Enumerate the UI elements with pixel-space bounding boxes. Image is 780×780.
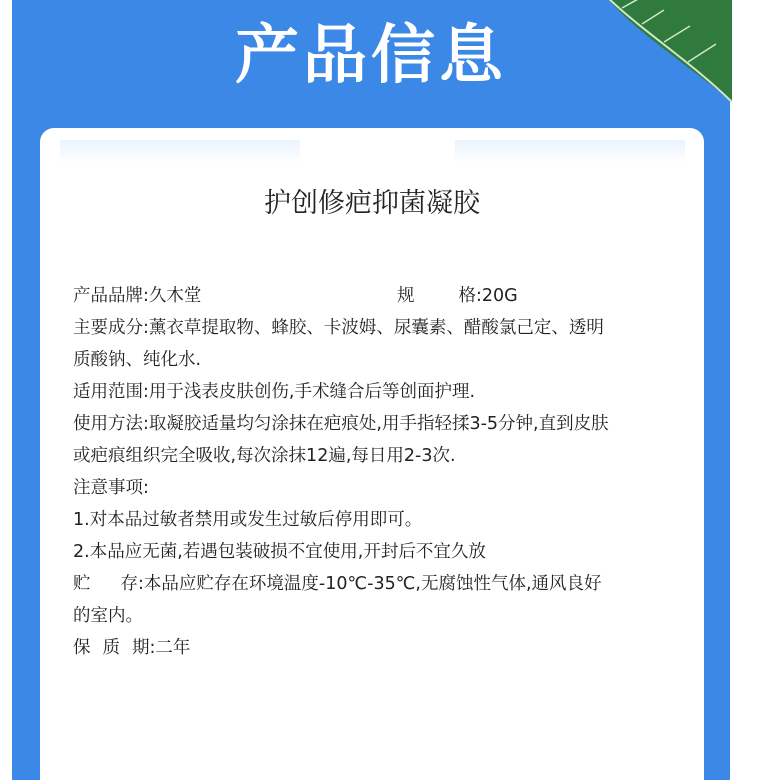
notes-title: 注意事项: [73, 478, 149, 498]
scope-line: 适用范围:用于浅表皮肤创伤,手术缝合后等创面护理. [73, 382, 476, 402]
storage-line-1 [73, 568, 693, 600]
storage-label-b: 存: [120, 574, 144, 594]
shelf-life-line [73, 632, 693, 664]
brand-value: 久木堂 [148, 286, 202, 306]
decorative-strip-right [455, 140, 685, 164]
ingredients-line-1: 主要成分:薰衣草提取物、蜂胶、卡波姆、尿囊素、醋酸氯己定、透明 [73, 318, 604, 338]
product-name: 护创修疤抑菌凝胶 [264, 188, 480, 219]
shelf-label-c: 期: [132, 638, 156, 658]
brand-row [73, 280, 693, 312]
spec-label-b: 格: [458, 286, 482, 306]
note-2: 2.本品应无菌,若遇包装破损不宜使用,开封后不宜久放 [73, 542, 486, 562]
note-1: 1.对本品过敏者禁用或发生过敏后停用即可。 [73, 510, 423, 530]
spec-field [397, 280, 518, 312]
card-tab [310, 128, 445, 163]
shelf-label-a: 保 [73, 638, 91, 658]
page-title: 产品信息 [235, 18, 507, 93]
storage-line-2: 的室内。 [73, 606, 143, 626]
shelf-value: 二年 [155, 638, 191, 658]
usage-line-1: 使用方法:取凝胶适量均匀涂抹在疤痕处,用手指轻揉3-5分钟,直到皮肤 [73, 414, 609, 434]
spec-value: 20G [481, 286, 518, 306]
storage-text: 本品应贮存在环境温度-10℃-35℃,无腐蚀性气体,通风良好 [143, 574, 602, 594]
ingredients-line-2: 质酸钠、纯化水. [73, 350, 202, 370]
spec-label-a: 规 [397, 286, 415, 306]
product-info-text [73, 280, 693, 664]
storage-label-a: 贮 [73, 574, 91, 594]
decorative-strip-left [60, 140, 300, 164]
usage-line-2: 或疤痕组织完全吸收,每次涂抹12遍,每日用2-3次. [73, 446, 456, 466]
brand-label: 产品品牌: [73, 286, 149, 306]
shelf-label-b: 质 [102, 638, 120, 658]
